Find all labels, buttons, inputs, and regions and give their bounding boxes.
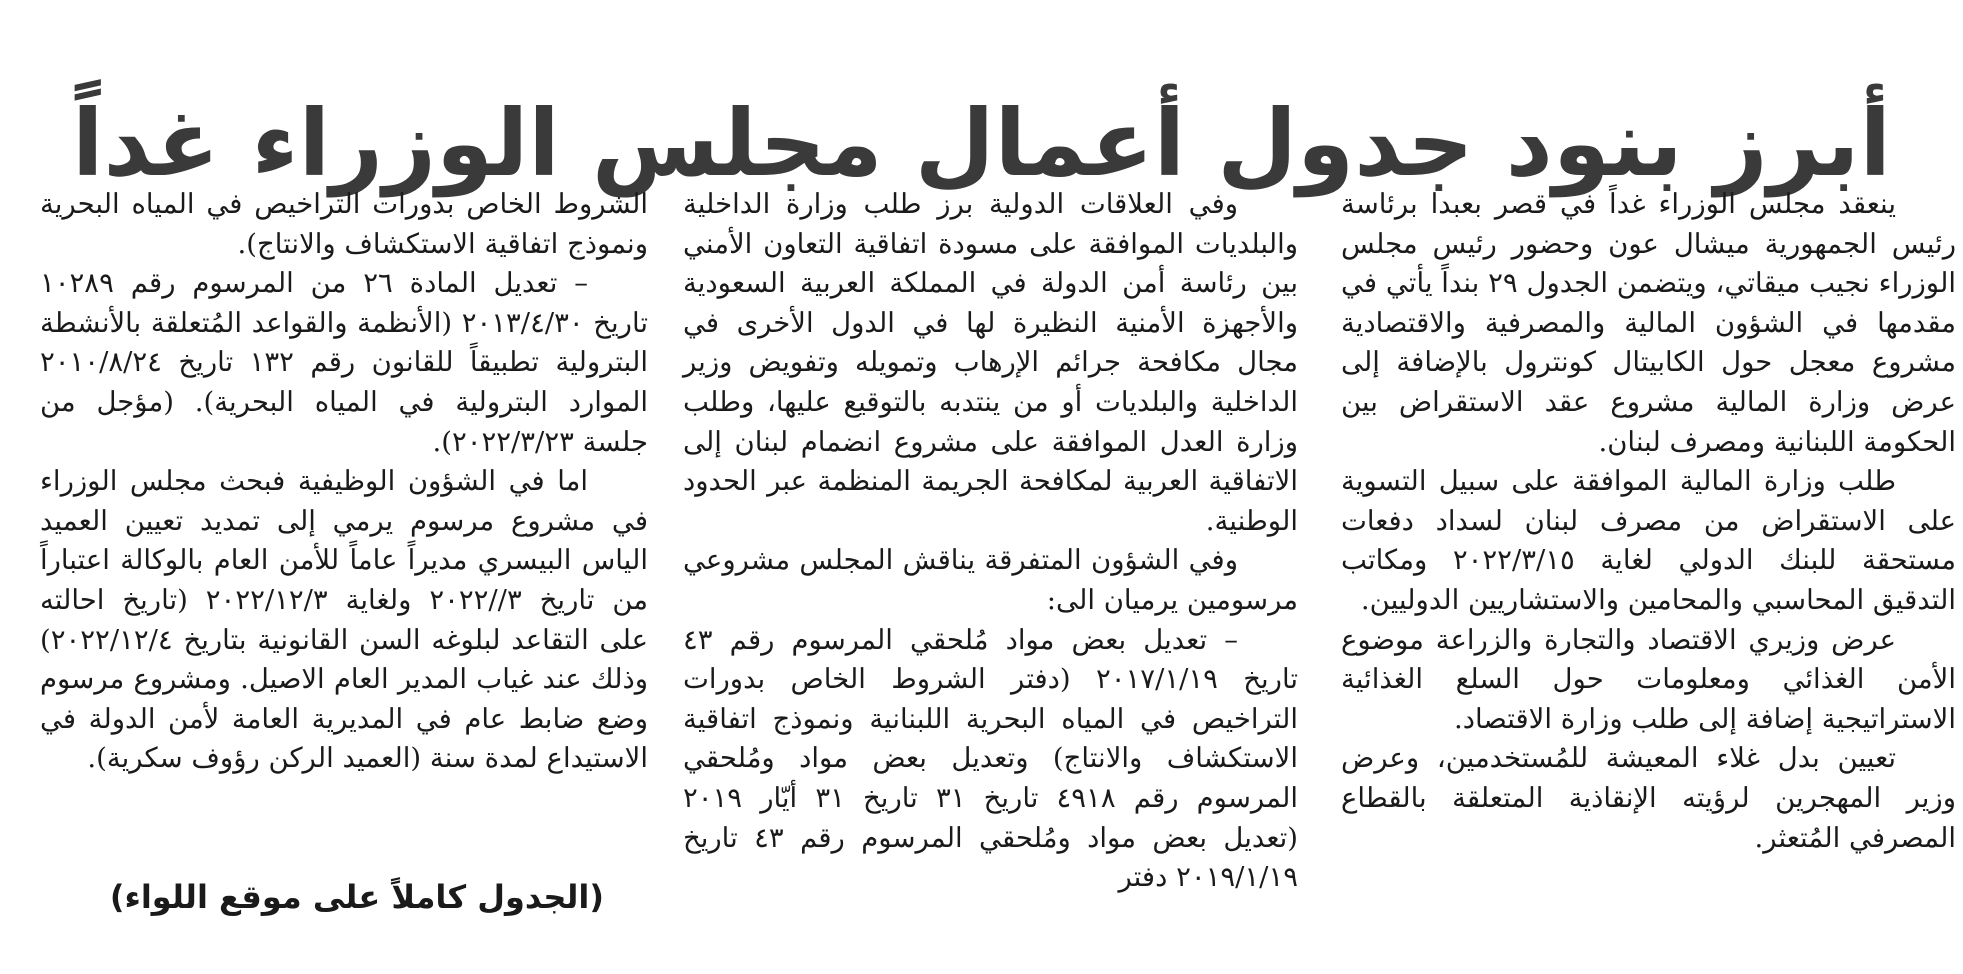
paragraph: طلب وزارة المالية الموافقة على سبيل التسوية على الاستقراض من مصرف لبنان لسداد دفعات مستحقة للبنك الدولي لغاية ٢٠٢٢/٣/١٥ ومكاتب التدقيق المحاسبي والمحامين والاستشاريين الدوليين. <box>1341 465 1956 616</box>
paragraph: ينعقد مجلس الوزراء غداً في قصر بعبدا برئاسة رئيس الجمهورية ميشال عون وحضور رئيس مجلس الوزراء نجيب ميقاتي، ويتضمن الجدول ٢٩ بنداً يأتي في مقدمها في الشؤون المالية والمصرفية والاقتصادية مشروع معجل حول الكابيتال كونترول بالإضافة إلى عرض وزارة المالية مشروع عقد الاستقراض بين الحكومة اللبنانية ومصرف لبنان. <box>1341 188 1956 458</box>
paragraph: اما في الشؤون الوظيفية فبحث مجلس الوزراء في مشروع مرسوم يرمي إلى تمديد تعيين العميد الياس البيسري مديراً عاماً للأمن العام بالوكالة اعتباراً من تاريخ ٣//٢٠٢٢ ولغاية ٢٠٢٢/١٢/٣ (تاريخ احالته على التقاعد لبلوغه السن القانونية بتاريخ ٢٠٢٢/١٢/٤) وذلك عند غياب المدير العام الاصيل. ومشروع مرسوم وضع ضابط عام في المديرية العامة لأمن الدولة في الاستيداع لمدة سنة (العميد الركن رؤوف سكرية). <box>40 465 648 775</box>
paragraph: – تعديل المادة ٢٦ من المرسوم رقم ١٠٢٨٩ تاريخ ٢٠١٣/٤/٣٠ (الأنظمة والقواعد المُتعلقة بالأنشطة البترولية تطبيقاً للقانون رقم ١٣٢ تاريخ ٢٠١٠/٨/٢٤ الموارد البترولية في المياه البحرية). (مؤجل من جلسة ٢٠٢٢/٣/٢٣). <box>40 267 648 458</box>
footer-note: (الجدول كاملاً على موقع اللواء) <box>109 878 604 916</box>
paragraph: وفي العلاقات الدولية برز طلب وزارة الداخلية والبلديات الموافقة على مسودة اتفاقية التعاون الأمني بين رئاسة أمن الدولة في المملكة العربية السعودية والأجهزة الأمنية النظيرة لها في الدول الأخرى في مجال مكافحة جرائم الإرهاب وتمويله وتفويض وزير الداخلية والبلديات أو من ينتدبه بالتوقيع عليها، وطلب وزارة العدل الموافقة على مشروع انضمام لبنان إلى الاتفاقية العربية لمكافحة الجريمة المنظمة عبر الحدود الوطنية. <box>683 188 1298 537</box>
paragraph: تعيين بدل غلاء المعيشة للمُستخدمين، وعرض وزير المهجرين لرؤيته الإنقاذية المتعلقة بالقطاع المصرفي المُتعثر. <box>1341 742 1956 854</box>
paragraph: عرض وزيري الاقتصاد والتجارة والزراعة موضوع الأمن الغذائي ومعلومات حول السلع الغذائية الاستراتيجية إضافة إلى طلب وزارة الاقتصاد. <box>1341 623 1956 735</box>
headline: أبرز بنود جدول أعمال مجلس الوزراء غداً <box>72 89 1891 197</box>
article-column-1 <box>1341 185 1956 858</box>
article-columns <box>4 185 1956 965</box>
article-column-2 <box>683 185 1298 898</box>
article-column-3 <box>40 185 648 779</box>
paragraph: وفي الشؤون المتفرقة يناقش المجلس مشروعي مرسومين يرميان الى: <box>683 544 1298 616</box>
paragraph: الشروط الخاص بدورات التراخيص في المياه البحرية ونموذج اتفاقية الاستكشاف والانتاج). <box>40 188 648 260</box>
paragraph: – تعديل بعض مواد مُلحقي المرسوم رقم ٤٣ تاريخ ٢٠١٧/١/١٩ (دفتر الشروط الخاص بدورات التراخيص في المياه البحرية اللبنانية ونموذج اتفاقية الاستكشاف والانتاج) وتعديل بعض مواد ومُلحقي المرسوم رقم ٤٩١٨ تاريخ ٣١ تاريخ ٣١ أيّار ٢٠١٩ (تعديل بعض مواد ومُلحقي المرسوم رقم ٤٣ تاريخ ٢٠١٩/١/١٩ دفتر <box>683 623 1299 894</box>
